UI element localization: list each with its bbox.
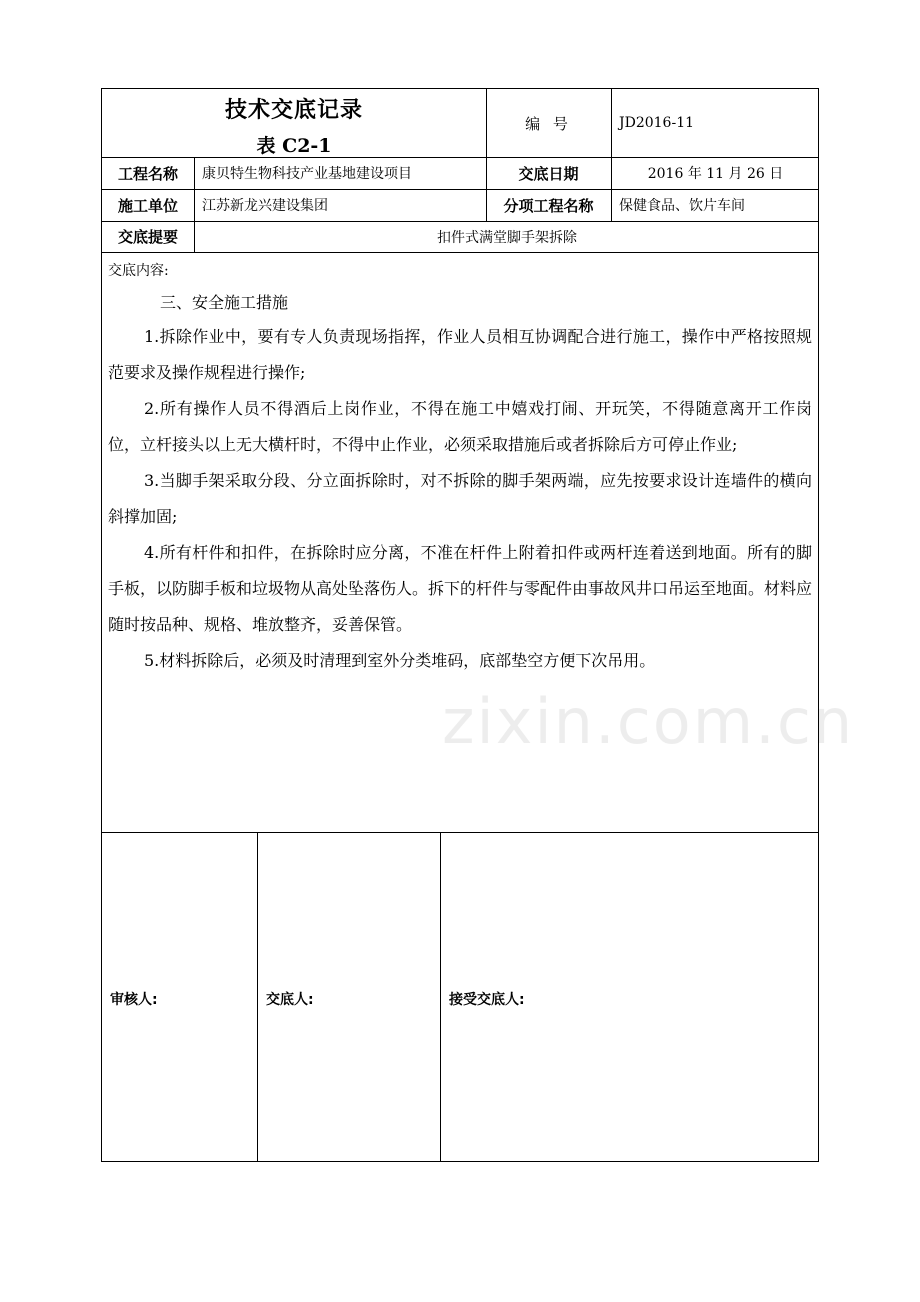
content-paragraph: 3.当脚手架采取分段、分立面拆除时，对不拆除的脚手架两端，应先按要求设计连墙件的横向斜撑加固; bbox=[108, 471, 812, 526]
content-paragraph: 1.拆除作业中，要有专人负责现场指挥，作业人员相互协调配合进行施工，操作中严格按照规范要求及操作规程进行操作; bbox=[108, 327, 812, 382]
project-name-label: 工程名称 bbox=[117, 164, 178, 183]
divider bbox=[102, 832, 818, 833]
sub-project-value: 保健食品、饮片车间 bbox=[619, 198, 745, 214]
divider bbox=[257, 832, 258, 1162]
divider bbox=[102, 252, 818, 253]
content-paragraph: 4.所有杆件和扣件，在拆除时应分离，不准在杆件上附着扣件或两杆连着送到地面。所有的脚手板，以防脚手板和垃圾物从高处坠落伤人。拆下的杆件与零配件由事故风井口吊运至地面。材料应随时按品种、规格、堆放整齐，妥善保管。 bbox=[108, 543, 813, 634]
form-code: 表 C2-1 bbox=[256, 135, 332, 157]
receiver-label: 接受交底人: bbox=[449, 992, 525, 1008]
number-label-text: 编 号 bbox=[525, 114, 572, 133]
contractor-value: 江苏新龙兴建设集团 bbox=[202, 198, 328, 214]
content-intro: 交底内容: bbox=[108, 263, 169, 279]
summary-value: 扣件式满堂脚手架拆除 bbox=[437, 229, 577, 246]
divider bbox=[440, 832, 441, 1162]
number-value: JD2016-11 bbox=[619, 115, 695, 131]
presenter-label: 交底人: bbox=[266, 992, 314, 1008]
technical-briefing-form bbox=[101, 88, 855, 1162]
project-name-value: 康贝特生物科技产业基地建设项目 bbox=[202, 166, 412, 182]
contractor-label: 施工单位 bbox=[117, 196, 178, 215]
number-label bbox=[486, 89, 611, 157]
date-label: 交底日期 bbox=[518, 164, 579, 183]
content-heading: 三、安全施工措施 bbox=[160, 293, 289, 312]
summary-label: 交底提要 bbox=[117, 228, 178, 246]
reviewer-label: 审核人: bbox=[110, 992, 158, 1008]
form-title: 技术交底记录 bbox=[224, 98, 363, 123]
sub-project-label: 分项工程名称 bbox=[503, 196, 594, 215]
content-paragraph: 2.所有操作人员不得酒后上岗作业，不得在施工中嬉戏打闹、开玩笑，不得随意离开工作岗位，立杆接头以上无大横杆时，不得中止作业，必须采取措施后或者拆除后方可停止作业; bbox=[108, 399, 812, 454]
watermark: zixin.com.cn bbox=[442, 685, 855, 758]
date-value: 2016 年 11 月 26 日 bbox=[647, 166, 784, 182]
briefing-content bbox=[108, 259, 812, 679]
content-paragraph: 5.材料拆除后，必须及时清理到室外分类堆码，底部垫空方便下次吊用。 bbox=[144, 651, 656, 670]
